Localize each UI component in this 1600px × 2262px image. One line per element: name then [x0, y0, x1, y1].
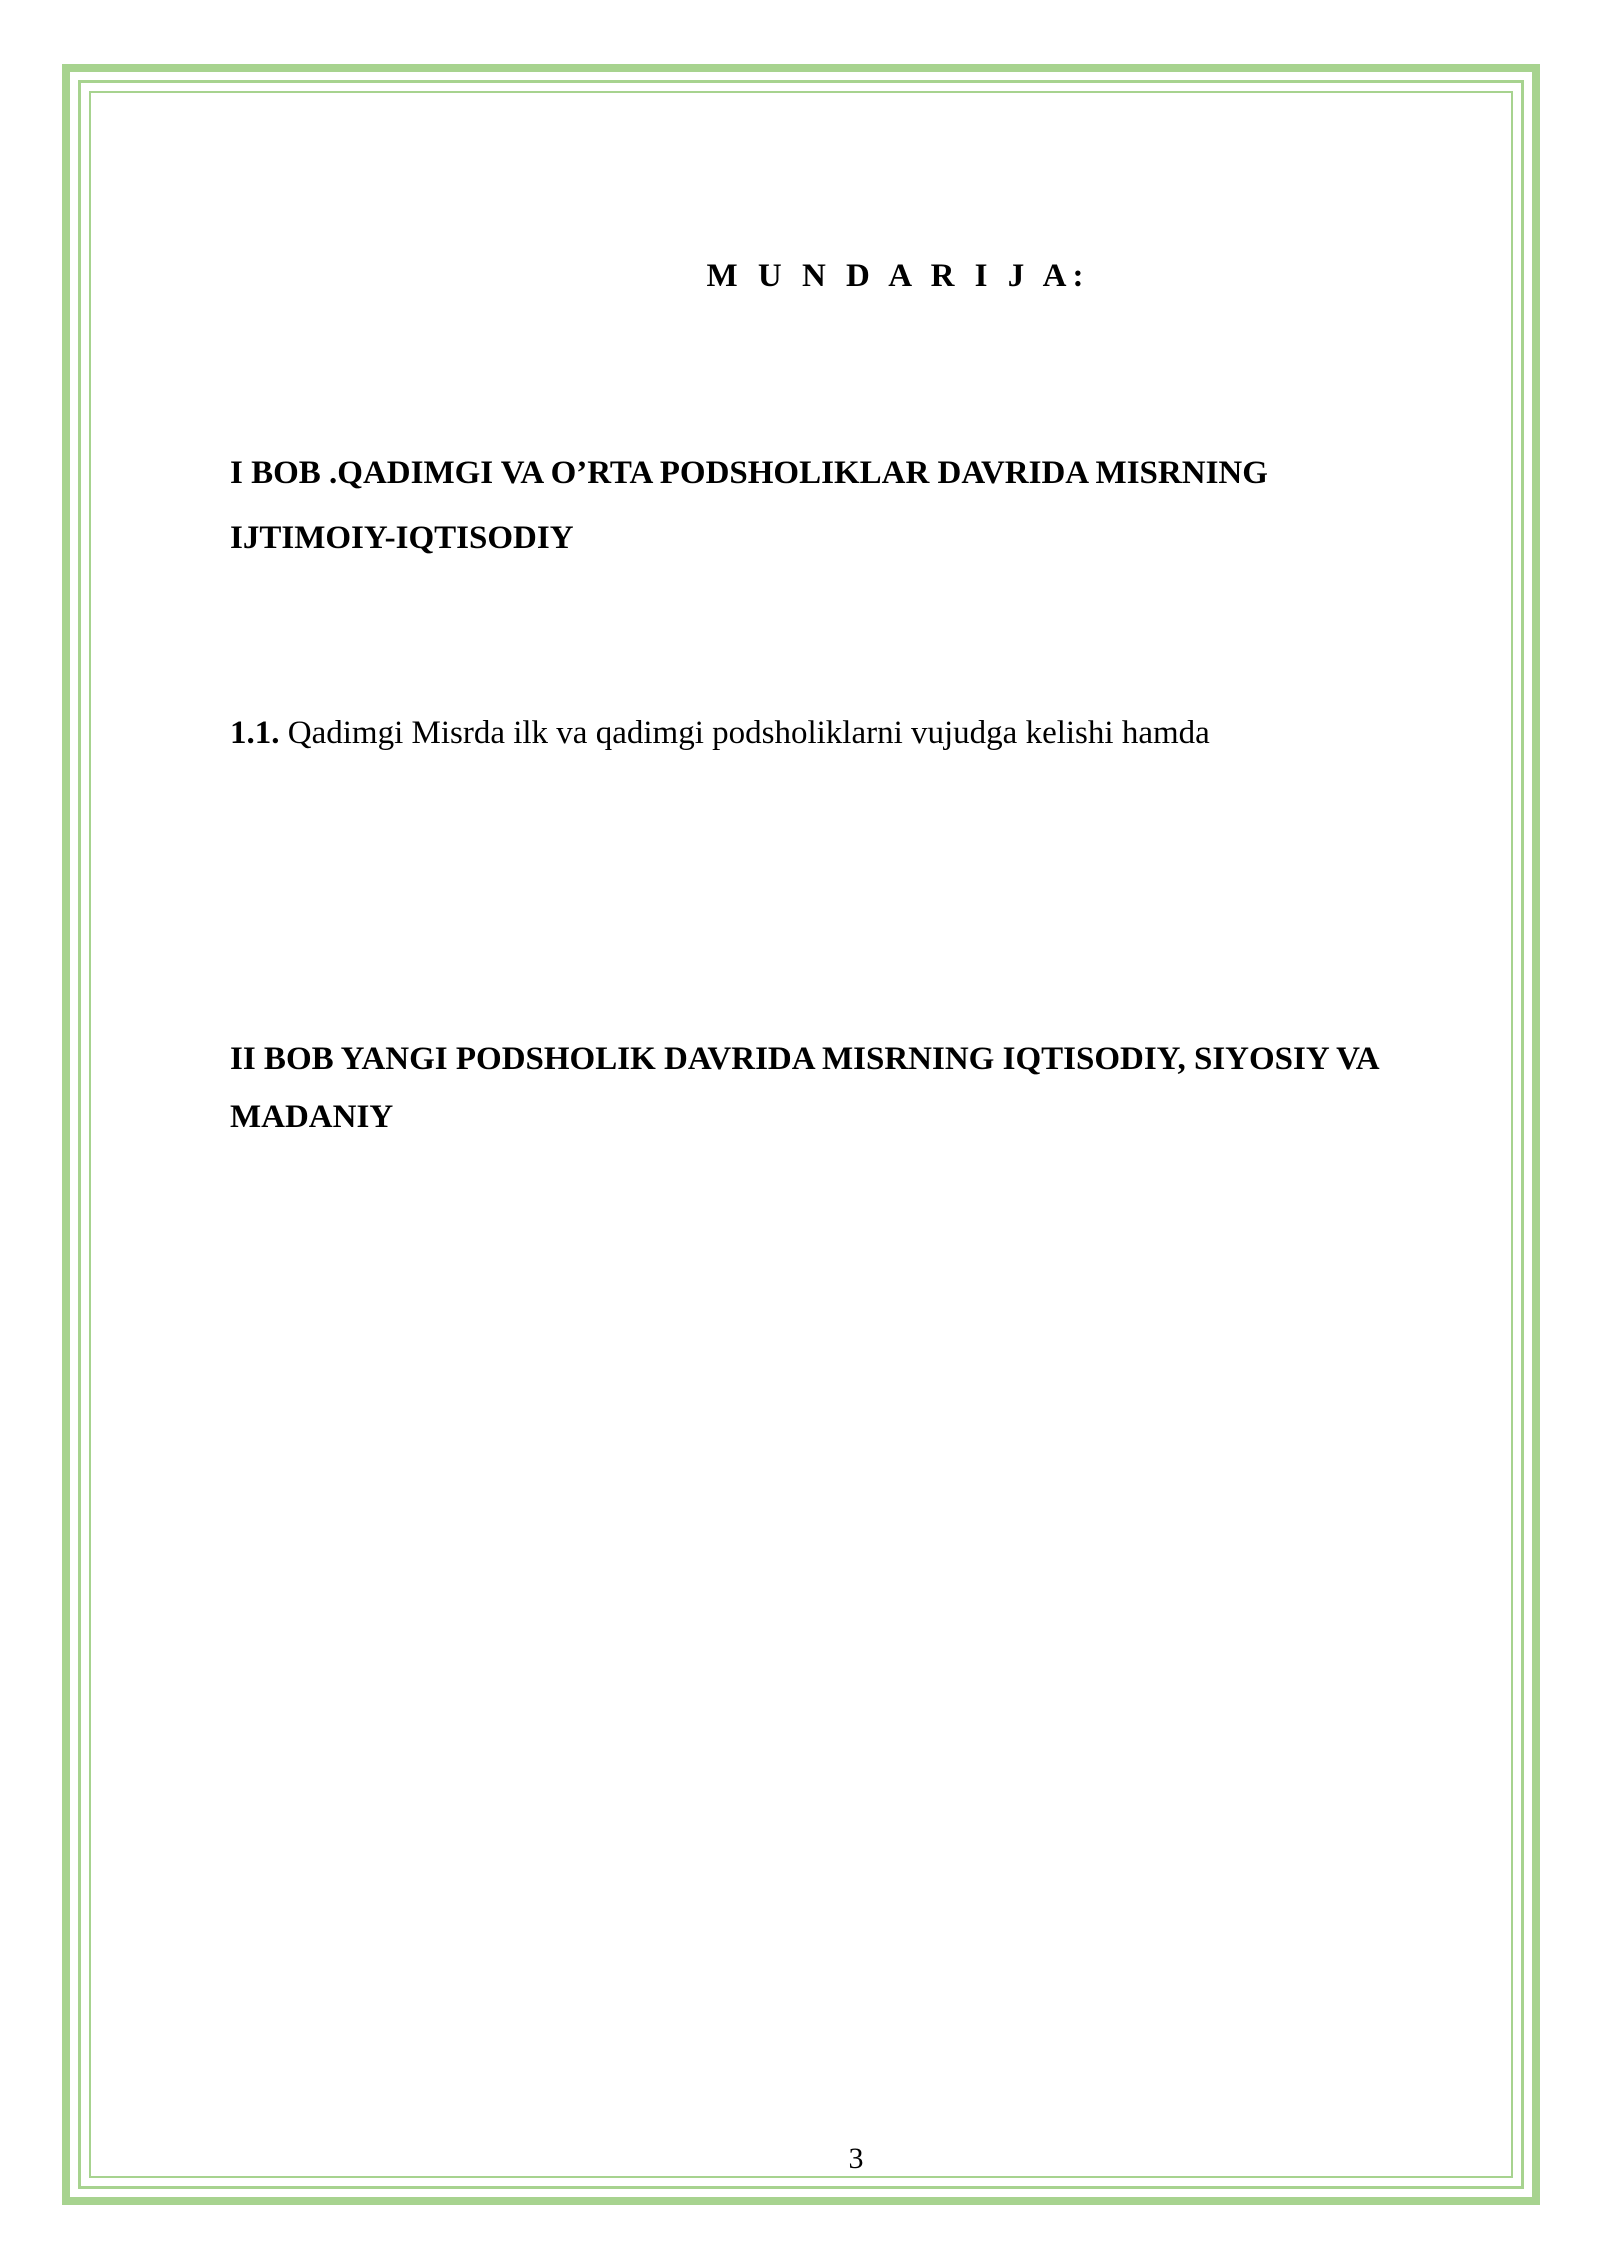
toc-chapter-1-line-2: IJTIMOIY-IQTISODIY [230, 520, 574, 556]
toc-title: M U N D A R I J A: [706, 258, 1090, 294]
section-title: Qadimgi Misrda ilk va qadimgi podsholiklarni vujudga kelishi hamda [287, 715, 1210, 751]
toc-chapter-1-line-1: I BOB .QADIMGI VA O’RTA PODSHOLIKLAR DAVRIDA MISRNING [230, 455, 1268, 491]
toc-chapter-2-line-2: MADANIY [230, 1099, 394, 1135]
page-number: 3 [848, 2142, 864, 2175]
toc-section-1-1-line-1 [230, 713, 1210, 753]
section-number: 1.1. [230, 715, 280, 751]
toc-chapter-2-line-1: II BOB YANGI PODSHOLIK DAVRIDA MISRNING IQTISODIY, SIYOSIY VA [230, 1041, 1380, 1077]
